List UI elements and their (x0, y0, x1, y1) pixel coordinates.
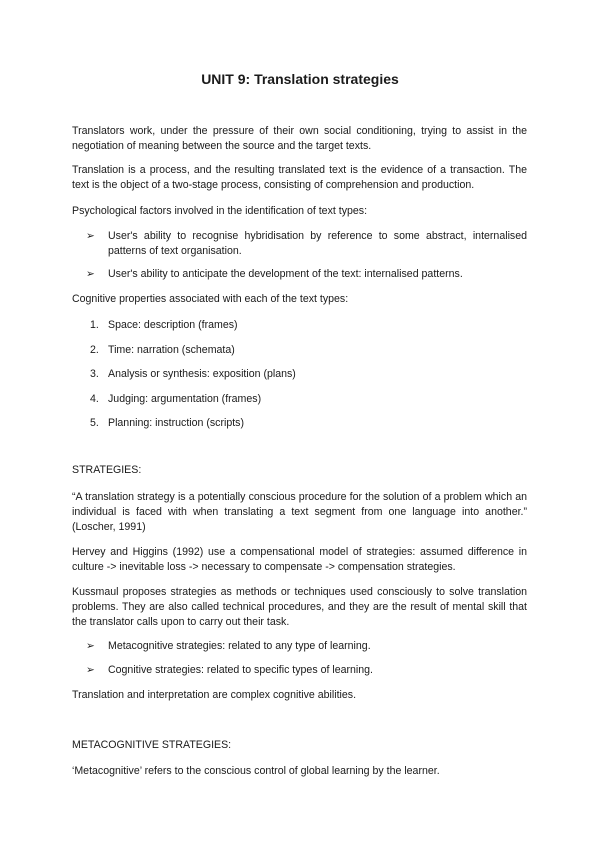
numbered-item (90, 343, 527, 358)
item-text: Analysis or synthesis: exposition (plans) (108, 368, 296, 380)
arrow-bullet-icon: ➢ (86, 230, 95, 242)
numbered-item (90, 367, 527, 382)
paragraph: Translation is a process, and the resulting translated text is the evidence of a transaction. The text is the object of a two-stage process, consisting of comprehension and production. (72, 164, 527, 191)
item-text: Judging: argumentation (frames) (108, 393, 262, 405)
page-title: UNIT 9: Translation strategies (201, 71, 399, 87)
list-item (86, 639, 527, 654)
numbered-item (90, 318, 527, 333)
item-number: 2. (90, 344, 99, 356)
item-number: 4. (90, 393, 99, 405)
list-item (86, 267, 527, 282)
item-number: 1. (90, 319, 99, 331)
paragraph: Kussmaul proposes strategies as methods or techniques used consciously to solve translation problems. They are also called technical procedures, and they are the result of mental skill that the translator calls upon to carry out their task. (72, 586, 527, 628)
section-heading: METACOGNITIVE STRATEGIES: (72, 739, 232, 751)
item-number: 5. (90, 417, 99, 429)
paragraph: Translation and interpretation are complex cognitive abilities. (72, 689, 357, 701)
paragraph: Hervey and Higgins (1992) use a compensational model of strategies: assumed difference in culture -> inevitable loss -> necessary to compensate -> compensation strategies. (72, 546, 527, 573)
paragraph: ‘Metacognitive’ refers to the conscious control of global learning by the learner. (72, 765, 440, 777)
paragraph: Psychological factors involved in the identification of text types: (72, 205, 368, 217)
paragraph: Translators work, under the pressure of their own social conditioning, trying to assist in the negotiation of meaning between the source and the target texts. (72, 125, 527, 152)
item-text: Time: narration (schemata) (108, 344, 235, 356)
list-item-text: User's ability to recognise hybridisation by reference to some abstract, internalised patterns of text organisation. (108, 230, 527, 257)
list-item (86, 663, 527, 678)
paragraph: Cognitive properties associated with each of the text types: (72, 293, 349, 305)
list-item (86, 229, 527, 259)
arrow-bullet-icon: ➢ (86, 664, 95, 676)
paragraph: “A translation strategy is a potentially conscious procedure for the solution of a problem which an individual is faced with when translating a text segment from one language into another.” (Loscher, 1991) (72, 491, 527, 533)
numbered-item (90, 416, 527, 431)
numbered-item (90, 392, 527, 407)
list-item-text: User's ability to anticipate the development of the text: internalised patterns. (108, 268, 463, 280)
arrow-bullet-icon: ➢ (86, 268, 95, 280)
item-text: Planning: instruction (scripts) (108, 417, 245, 429)
item-text: Space: description (frames) (108, 319, 238, 331)
item-number: 3. (90, 368, 99, 380)
arrow-bullet-icon: ➢ (86, 640, 95, 652)
list-item-text: Cognitive strategies: related to specific types of learning. (108, 664, 373, 676)
section-heading: STRATEGIES: (72, 464, 142, 476)
list-item-text: Metacognitive strategies: related to any type of learning. (108, 640, 371, 652)
